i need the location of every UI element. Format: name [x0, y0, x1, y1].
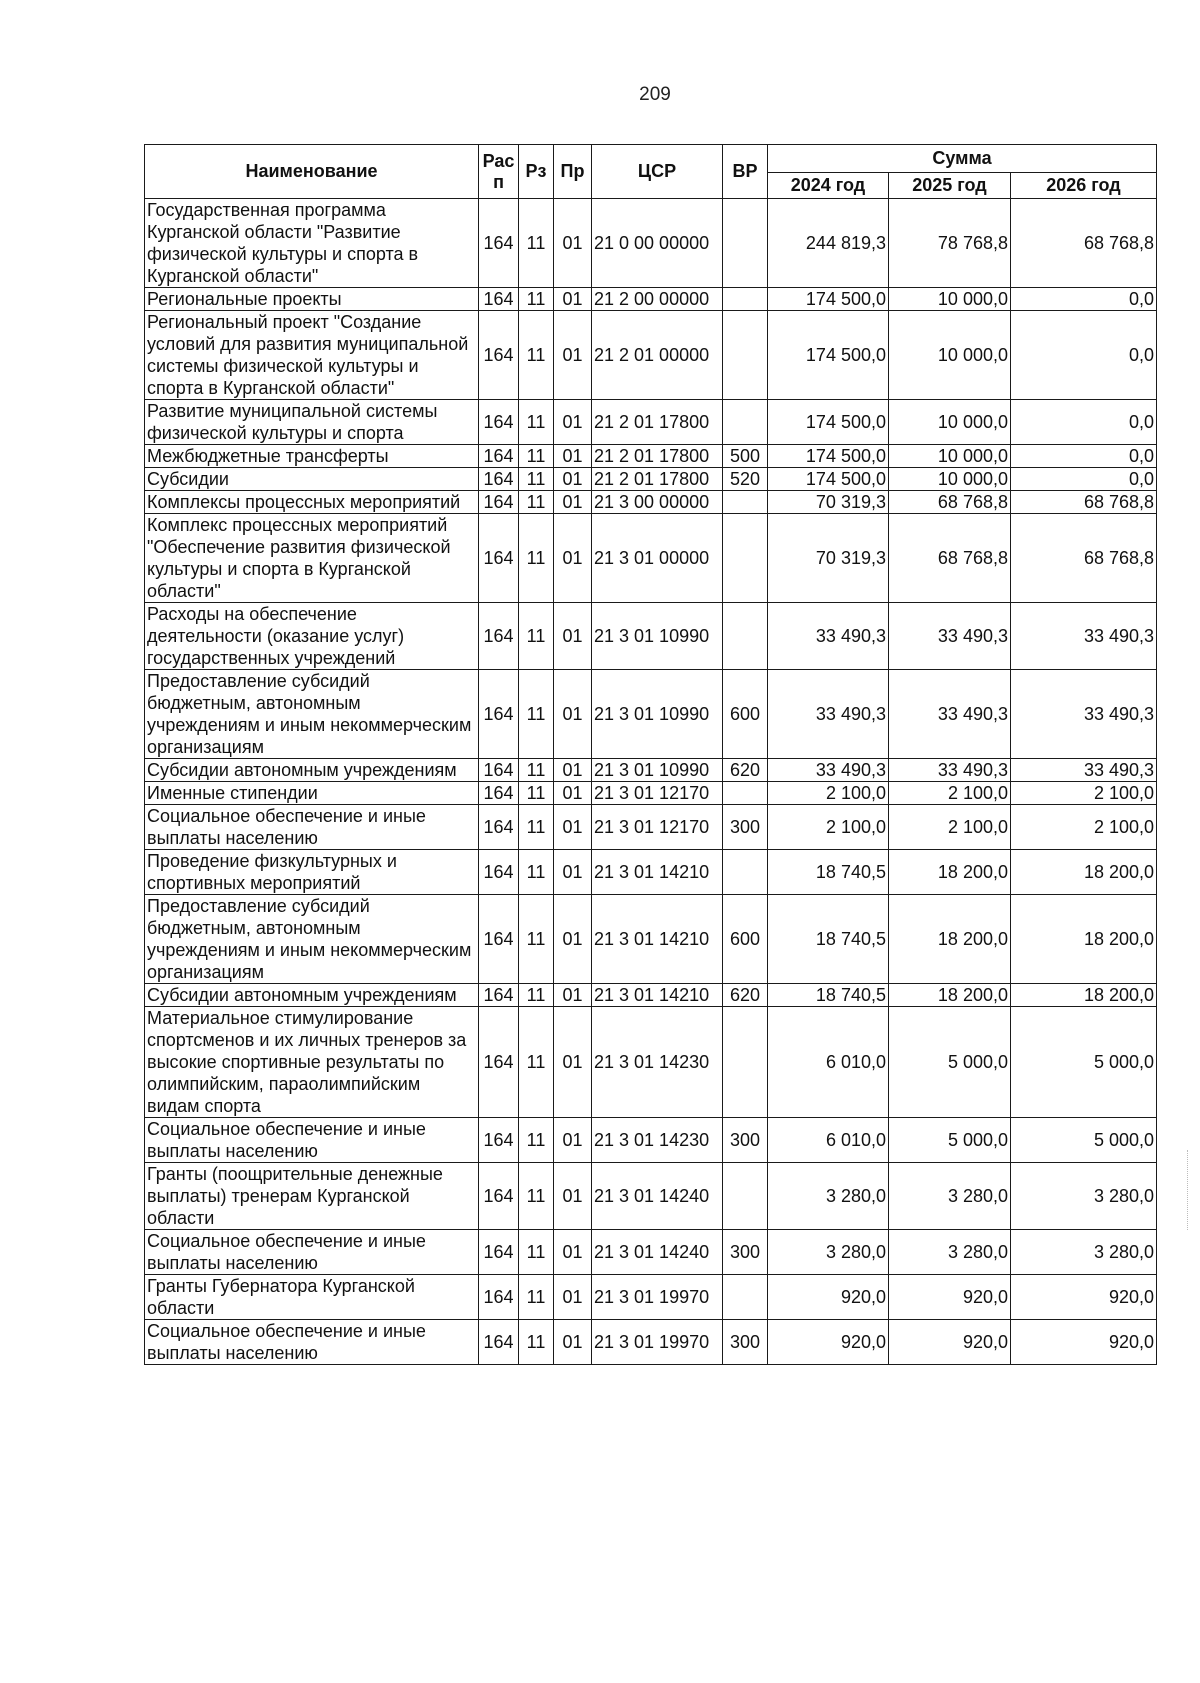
row-csr: 21 3 00 00000 [592, 491, 723, 514]
row-vr: 620 [723, 759, 768, 782]
row-name: Социальное обеспечение и иные выплаты населению [145, 805, 479, 850]
row-vr [723, 1275, 768, 1320]
row-vr [723, 1007, 768, 1118]
row-rasp: 164 [479, 984, 519, 1007]
row-pr: 01 [554, 850, 592, 895]
row-sum-2026: 2 100,0 [1011, 805, 1157, 850]
row-csr: 21 2 01 17800 [592, 445, 723, 468]
row-sum-2026: 0,0 [1011, 288, 1157, 311]
row-sum-2026: 33 490,3 [1011, 670, 1157, 759]
row-rasp: 164 [479, 491, 519, 514]
row-csr: 21 3 01 12170 [592, 782, 723, 805]
row-sum-2025: 18 200,0 [889, 850, 1011, 895]
row-name: Социальное обеспечение и иные выплаты населению [145, 1230, 479, 1275]
row-sum-2024: 244 819,3 [768, 199, 889, 288]
table-row [145, 311, 1157, 400]
row-name: Предоставление субсидий бюджетным, автономным учреждениям и иным некоммерческим организациям [145, 895, 479, 984]
row-sum-2024: 3 280,0 [768, 1230, 889, 1275]
row-name: Региональные проекты [145, 288, 479, 311]
row-name: Субсидии автономным учреждениям [145, 984, 479, 1007]
row-name: Гранты Губернатора Курганской области [145, 1275, 479, 1320]
row-name: Проведение физкультурных и спортивных мероприятий [145, 850, 479, 895]
row-name: Комплекс процессных мероприятий "Обеспечение развития физической культуры и спорта в Курганской области" [145, 514, 479, 603]
row-vr [723, 400, 768, 445]
row-rz: 11 [519, 1163, 554, 1230]
table-row [145, 445, 1157, 468]
row-rz: 11 [519, 468, 554, 491]
row-vr: 600 [723, 895, 768, 984]
row-vr [723, 311, 768, 400]
row-rz: 11 [519, 1230, 554, 1275]
row-sum-2025: 10 000,0 [889, 468, 1011, 491]
row-rz: 11 [519, 1320, 554, 1365]
row-sum-2026: 68 768,8 [1011, 514, 1157, 603]
row-name: Именные стипендии [145, 782, 479, 805]
row-sum-2024: 174 500,0 [768, 445, 889, 468]
row-sum-2024: 2 100,0 [768, 805, 889, 850]
row-sum-2025: 920,0 [889, 1275, 1011, 1320]
row-sum-2024: 18 740,5 [768, 984, 889, 1007]
row-rasp: 164 [479, 759, 519, 782]
row-sum-2024: 920,0 [768, 1275, 889, 1320]
row-pr: 01 [554, 1320, 592, 1365]
row-sum-2024: 33 490,3 [768, 670, 889, 759]
row-sum-2026: 0,0 [1011, 400, 1157, 445]
row-name: Государственная программа Курганской области "Развитие физической культуры и спорта в Курганской области" [145, 199, 479, 288]
table-row [145, 850, 1157, 895]
row-rz: 11 [519, 670, 554, 759]
row-rasp: 164 [479, 805, 519, 850]
row-vr [723, 782, 768, 805]
row-rasp: 164 [479, 468, 519, 491]
header-pr: Пр [554, 145, 592, 199]
row-name: Региональный проект "Создание условий для развития муниципальной системы физической культуры и спорта в Курганской области" [145, 311, 479, 400]
row-csr: 21 2 01 17800 [592, 400, 723, 445]
row-pr: 01 [554, 1118, 592, 1163]
table-row [145, 1007, 1157, 1118]
row-rz: 11 [519, 805, 554, 850]
row-csr: 21 3 01 10990 [592, 670, 723, 759]
row-csr: 21 3 01 19970 [592, 1320, 723, 1365]
row-sum-2025: 33 490,3 [889, 670, 1011, 759]
header-year-2026: 2026 год [1011, 173, 1157, 199]
row-sum-2026: 3 280,0 [1011, 1163, 1157, 1230]
row-sum-2025: 10 000,0 [889, 311, 1011, 400]
row-pr: 01 [554, 1275, 592, 1320]
row-rz: 11 [519, 782, 554, 805]
row-sum-2025: 10 000,0 [889, 445, 1011, 468]
row-name: Межбюджетные трансферты [145, 445, 479, 468]
row-sum-2024: 6 010,0 [768, 1007, 889, 1118]
row-rasp: 164 [479, 1275, 519, 1320]
row-sum-2024: 6 010,0 [768, 1118, 889, 1163]
row-rz: 11 [519, 895, 554, 984]
row-sum-2024: 33 490,3 [768, 603, 889, 670]
row-vr [723, 199, 768, 288]
row-vr: 300 [723, 1118, 768, 1163]
row-vr [723, 1163, 768, 1230]
row-pr: 01 [554, 491, 592, 514]
row-sum-2026: 0,0 [1011, 468, 1157, 491]
table-body [145, 199, 1157, 1365]
header-rasp: Рас п [479, 145, 519, 199]
row-sum-2025: 33 490,3 [889, 603, 1011, 670]
row-name: Материальное стимулирование спортсменов и их личных тренеров за высокие спортивные результаты по олимпийским, параолимпийским видам спорта [145, 1007, 479, 1118]
table-row [145, 895, 1157, 984]
header-vr: ВР [723, 145, 768, 199]
row-sum-2025: 10 000,0 [889, 288, 1011, 311]
row-name: Гранты (поощрительные денежные выплаты) тренерам Курганской области [145, 1163, 479, 1230]
row-vr: 500 [723, 445, 768, 468]
row-rasp: 164 [479, 311, 519, 400]
header-csr: ЦСР [592, 145, 723, 199]
row-csr: 21 2 01 17800 [592, 468, 723, 491]
row-rasp: 164 [479, 288, 519, 311]
table-row [145, 1163, 1157, 1230]
row-sum-2025: 920,0 [889, 1320, 1011, 1365]
row-vr [723, 603, 768, 670]
row-csr: 21 3 01 10990 [592, 603, 723, 670]
table-row [145, 199, 1157, 288]
row-rasp: 164 [479, 514, 519, 603]
row-sum-2025: 2 100,0 [889, 782, 1011, 805]
table-row [145, 514, 1157, 603]
row-name: Социальное обеспечение и иные выплаты населению [145, 1320, 479, 1365]
table-row [145, 1320, 1157, 1365]
row-sum-2026: 18 200,0 [1011, 895, 1157, 984]
row-rasp: 164 [479, 400, 519, 445]
row-rz: 11 [519, 984, 554, 1007]
row-vr [723, 288, 768, 311]
table-row [145, 288, 1157, 311]
row-csr: 21 3 01 14210 [592, 895, 723, 984]
table-row [145, 491, 1157, 514]
row-sum-2025: 10 000,0 [889, 400, 1011, 445]
table-row [145, 468, 1157, 491]
row-sum-2025: 18 200,0 [889, 984, 1011, 1007]
row-vr: 620 [723, 984, 768, 1007]
row-csr: 21 3 01 19970 [592, 1275, 723, 1320]
row-pr: 01 [554, 670, 592, 759]
row-rz: 11 [519, 1007, 554, 1118]
row-sum-2024: 174 500,0 [768, 311, 889, 400]
row-csr: 21 3 01 14210 [592, 850, 723, 895]
row-rasp: 164 [479, 445, 519, 468]
header-year-2025: 2025 год [889, 173, 1011, 199]
row-sum-2024: 3 280,0 [768, 1163, 889, 1230]
header-sum: Сумма [768, 145, 1157, 173]
row-sum-2026: 33 490,3 [1011, 759, 1157, 782]
row-sum-2026: 2 100,0 [1011, 782, 1157, 805]
row-rz: 11 [519, 288, 554, 311]
row-sum-2025: 68 768,8 [889, 514, 1011, 603]
row-csr: 21 3 01 10990 [592, 759, 723, 782]
row-rz: 11 [519, 311, 554, 400]
row-pr: 01 [554, 445, 592, 468]
row-name: Расходы на обеспечение деятельности (оказание услуг) государственных учреждений [145, 603, 479, 670]
row-csr: 21 0 00 00000 [592, 199, 723, 288]
row-pr: 01 [554, 805, 592, 850]
row-sum-2026: 0,0 [1011, 445, 1157, 468]
row-rz: 11 [519, 514, 554, 603]
row-sum-2024: 33 490,3 [768, 759, 889, 782]
row-sum-2025: 33 490,3 [889, 759, 1011, 782]
row-csr: 21 2 01 00000 [592, 311, 723, 400]
row-pr: 01 [554, 468, 592, 491]
page-number: 209 [639, 84, 671, 105]
row-sum-2024: 70 319,3 [768, 514, 889, 603]
row-name: Субсидии [145, 468, 479, 491]
table-row [145, 759, 1157, 782]
row-sum-2024: 174 500,0 [768, 288, 889, 311]
row-rasp: 164 [479, 1163, 519, 1230]
row-pr: 01 [554, 1007, 592, 1118]
row-pr: 01 [554, 311, 592, 400]
table-row [145, 400, 1157, 445]
row-sum-2024: 2 100,0 [768, 782, 889, 805]
row-sum-2024: 920,0 [768, 1320, 889, 1365]
row-vr [723, 491, 768, 514]
table-row [145, 805, 1157, 850]
row-rz: 11 [519, 1275, 554, 1320]
row-csr: 21 3 01 12170 [592, 805, 723, 850]
row-sum-2024: 174 500,0 [768, 468, 889, 491]
table-row [145, 984, 1157, 1007]
row-csr: 21 3 01 14240 [592, 1163, 723, 1230]
row-pr: 01 [554, 603, 592, 670]
row-pr: 01 [554, 984, 592, 1007]
table-row [145, 1275, 1157, 1320]
row-sum-2025: 5 000,0 [889, 1118, 1011, 1163]
row-sum-2024: 174 500,0 [768, 400, 889, 445]
row-rz: 11 [519, 1118, 554, 1163]
row-sum-2026: 920,0 [1011, 1320, 1157, 1365]
header-year-2024: 2024 год [768, 173, 889, 199]
row-csr: 21 3 01 14230 [592, 1118, 723, 1163]
row-pr: 01 [554, 1230, 592, 1275]
row-sum-2026: 0,0 [1011, 311, 1157, 400]
budget-table [144, 144, 1157, 1365]
row-sum-2025: 2 100,0 [889, 805, 1011, 850]
row-rz: 11 [519, 759, 554, 782]
table-row [145, 603, 1157, 670]
row-csr: 21 3 01 00000 [592, 514, 723, 603]
row-sum-2025: 68 768,8 [889, 491, 1011, 514]
row-pr: 01 [554, 199, 592, 288]
row-sum-2026: 68 768,8 [1011, 199, 1157, 288]
row-sum-2025: 18 200,0 [889, 895, 1011, 984]
row-rasp: 164 [479, 1320, 519, 1365]
row-vr: 300 [723, 1320, 768, 1365]
row-pr: 01 [554, 514, 592, 603]
row-sum-2024: 70 319,3 [768, 491, 889, 514]
row-rasp: 164 [479, 1118, 519, 1163]
row-pr: 01 [554, 759, 592, 782]
row-rasp: 164 [479, 782, 519, 805]
row-sum-2026: 33 490,3 [1011, 603, 1157, 670]
row-pr: 01 [554, 400, 592, 445]
table-row [145, 670, 1157, 759]
row-rz: 11 [519, 603, 554, 670]
row-vr: 600 [723, 670, 768, 759]
row-name: Предоставление субсидий бюджетным, автономным учреждениям и иным некоммерческим организациям [145, 670, 479, 759]
row-sum-2026: 5 000,0 [1011, 1007, 1157, 1118]
row-sum-2026: 68 768,8 [1011, 491, 1157, 514]
row-rasp: 164 [479, 850, 519, 895]
header-name: Наименование [145, 145, 479, 199]
row-name: Субсидии автономным учреждениям [145, 759, 479, 782]
table-header [145, 145, 1157, 199]
row-sum-2026: 18 200,0 [1011, 850, 1157, 895]
row-sum-2025: 78 768,8 [889, 199, 1011, 288]
row-sum-2025: 5 000,0 [889, 1007, 1011, 1118]
row-name: Развитие муниципальной системы физической культуры и спорта [145, 400, 479, 445]
row-rz: 11 [519, 491, 554, 514]
row-csr: 21 3 01 14240 [592, 1230, 723, 1275]
row-rasp: 164 [479, 1230, 519, 1275]
header-rz: Рз [519, 145, 554, 199]
row-sum-2025: 3 280,0 [889, 1230, 1011, 1275]
table-row [145, 1118, 1157, 1163]
row-sum-2026: 18 200,0 [1011, 984, 1157, 1007]
row-sum-2024: 18 740,5 [768, 850, 889, 895]
row-pr: 01 [554, 782, 592, 805]
row-sum-2025: 3 280,0 [889, 1163, 1011, 1230]
row-sum-2024: 18 740,5 [768, 895, 889, 984]
row-rasp: 164 [479, 199, 519, 288]
row-vr: 520 [723, 468, 768, 491]
row-pr: 01 [554, 288, 592, 311]
row-sum-2026: 3 280,0 [1011, 1230, 1157, 1275]
table-row [145, 1230, 1157, 1275]
row-rz: 11 [519, 199, 554, 288]
row-rasp: 164 [479, 603, 519, 670]
scan-edge-marks [1187, 1150, 1192, 1230]
row-vr [723, 514, 768, 603]
row-pr: 01 [554, 1163, 592, 1230]
row-vr: 300 [723, 1230, 768, 1275]
row-sum-2026: 5 000,0 [1011, 1118, 1157, 1163]
row-csr: 21 3 01 14210 [592, 984, 723, 1007]
row-rz: 11 [519, 400, 554, 445]
row-rasp: 164 [479, 670, 519, 759]
row-sum-2026: 920,0 [1011, 1275, 1157, 1320]
row-vr: 300 [723, 805, 768, 850]
row-rz: 11 [519, 850, 554, 895]
row-csr: 21 3 01 14230 [592, 1007, 723, 1118]
row-pr: 01 [554, 895, 592, 984]
table-row [145, 782, 1157, 805]
row-rasp: 164 [479, 1007, 519, 1118]
row-rz: 11 [519, 445, 554, 468]
row-rasp: 164 [479, 895, 519, 984]
row-name: Комплексы процессных мероприятий [145, 491, 479, 514]
row-csr: 21 2 00 00000 [592, 288, 723, 311]
row-name: Социальное обеспечение и иные выплаты населению [145, 1118, 479, 1163]
row-vr [723, 850, 768, 895]
